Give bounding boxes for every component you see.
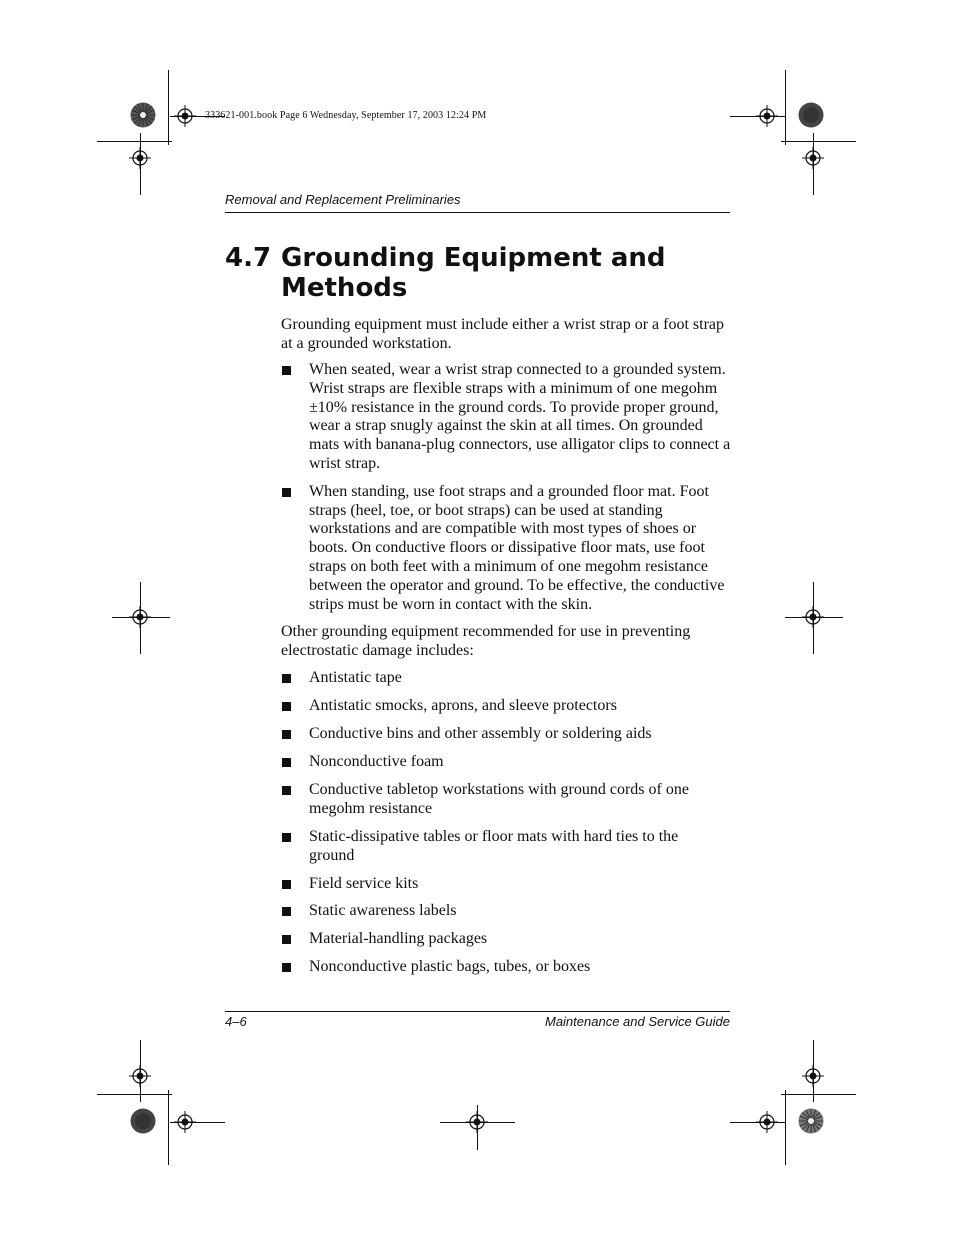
primary-bullet-list (281, 361, 731, 614)
intro-paragraph (281, 316, 731, 354)
running-header: Removal and Replacement Preliminaries (225, 192, 461, 207)
crop-mark (781, 1094, 856, 1095)
list-item (281, 902, 731, 921)
square-bullet-icon (282, 935, 291, 944)
registration-crosshair-icon (756, 1111, 778, 1133)
registration-crosshair-icon (174, 1111, 196, 1133)
header-rule (225, 212, 730, 213)
crop-mark (781, 141, 856, 142)
registration-crosshair-icon (802, 606, 824, 628)
registration-crosshair-icon (756, 105, 778, 127)
crop-mark (97, 141, 172, 142)
square-bullet-icon (282, 758, 291, 767)
list-item (281, 669, 731, 688)
crop-mark (97, 1094, 172, 1095)
crop-mark (785, 1090, 786, 1165)
square-bullet-icon (282, 674, 291, 683)
list-item (281, 361, 731, 474)
registration-crosshair-icon (466, 1111, 488, 1133)
color-bar-disc-icon (130, 102, 156, 128)
registration-crosshair-icon (129, 606, 151, 628)
list-item-text: Static-dissipative tables or floor mats with hard ties to the ground (309, 827, 679, 864)
guide-title: Maintenance and Service Guide (544, 1014, 730, 1029)
list-item (281, 725, 731, 744)
section-number: 4.7 (225, 243, 272, 273)
list-item-text: Conductive bins and other assembly or soldering aids (309, 724, 652, 742)
crop-mark (785, 70, 786, 145)
section-title-line2: Methods (281, 273, 408, 303)
square-bullet-icon (282, 702, 291, 711)
section-title (225, 243, 666, 303)
list-item-text: Static awareness labels (309, 902, 457, 920)
registration-crosshair-icon (129, 1065, 151, 1087)
list-item-text: When seated, wear a wrist strap connected to a grounded system. Wrist straps are flexible straps with a minimum of one megohm ±10% resistance in the ground cords. To provide proper ground, wear a strap snugly against the skin at all times. On grounded mats with banana-plug connectors, use alligator clips to connect a wrist strap. (309, 361, 731, 472)
list-item-text: Nonconductive plastic bags, tubes, or boxes (309, 958, 591, 976)
list-item (281, 828, 689, 866)
list-item (281, 781, 689, 819)
crop-mark (168, 1090, 169, 1165)
list-item-text: Material-handling packages (309, 930, 488, 948)
square-bullet-icon (282, 880, 291, 889)
list-item (281, 753, 731, 772)
color-bar-disc-icon (130, 1108, 156, 1134)
square-bullet-icon (282, 963, 291, 972)
color-bar-disc-icon (798, 1108, 824, 1134)
registration-crosshair-icon (802, 147, 824, 169)
list-item (281, 483, 731, 615)
square-bullet-icon (282, 730, 291, 739)
square-bullet-icon (282, 786, 291, 795)
square-bullet-icon (282, 366, 291, 375)
print-slug: 333621-001.book Page 6 Wednesday, September 17, 2003 12:24 PM (205, 110, 487, 121)
equipment-bullet-list (281, 669, 731, 977)
list-item (281, 958, 731, 977)
other-equipment-paragraph (281, 623, 731, 661)
list-item (281, 930, 731, 949)
registration-crosshair-icon (802, 1065, 824, 1087)
square-bullet-icon (282, 488, 291, 497)
square-bullet-icon (282, 833, 291, 842)
list-item-text: Antistatic smocks, aprons, and sleeve protectors (309, 696, 617, 714)
list-item (281, 875, 731, 894)
list-item-text: Nonconductive foam (309, 752, 444, 770)
registration-crosshair-icon (129, 147, 151, 169)
list-item-text: When standing, use foot straps and a grounded floor mat. Foot straps (heel, toe, or boot straps) can be used at standing workstations and are compatible with most types of shoes or boots. On conductive floors or dissipative floor mats, use foot straps on both feet with a minimum of one megohm resistance between the operator and ground. To be effective, the conductive strips must be worn in contact with the skin. (309, 482, 725, 613)
color-bar-disc-icon (798, 102, 824, 128)
list-item-text: Antistatic tape (309, 669, 402, 686)
list-item-text: Conductive tabletop workstations with ground cords of one megohm resistance (309, 780, 689, 817)
crop-mark (168, 70, 169, 145)
intro-text: Grounding equipment must include either a wrist strap or a foot strap at a grounded workstation. (281, 316, 725, 352)
registration-crosshair-icon (174, 105, 196, 127)
footer-rule (225, 1011, 730, 1012)
section-title-line1: Grounding Equipment and (281, 243, 666, 273)
square-bullet-icon (282, 907, 291, 916)
page-number: 4–6 (225, 1014, 247, 1029)
other-intro-text: Other grounding equipment recommended for use in preventing electrostatic damage includes: (281, 623, 691, 659)
list-item-text: Field service kits (309, 874, 419, 892)
list-item (281, 697, 731, 716)
